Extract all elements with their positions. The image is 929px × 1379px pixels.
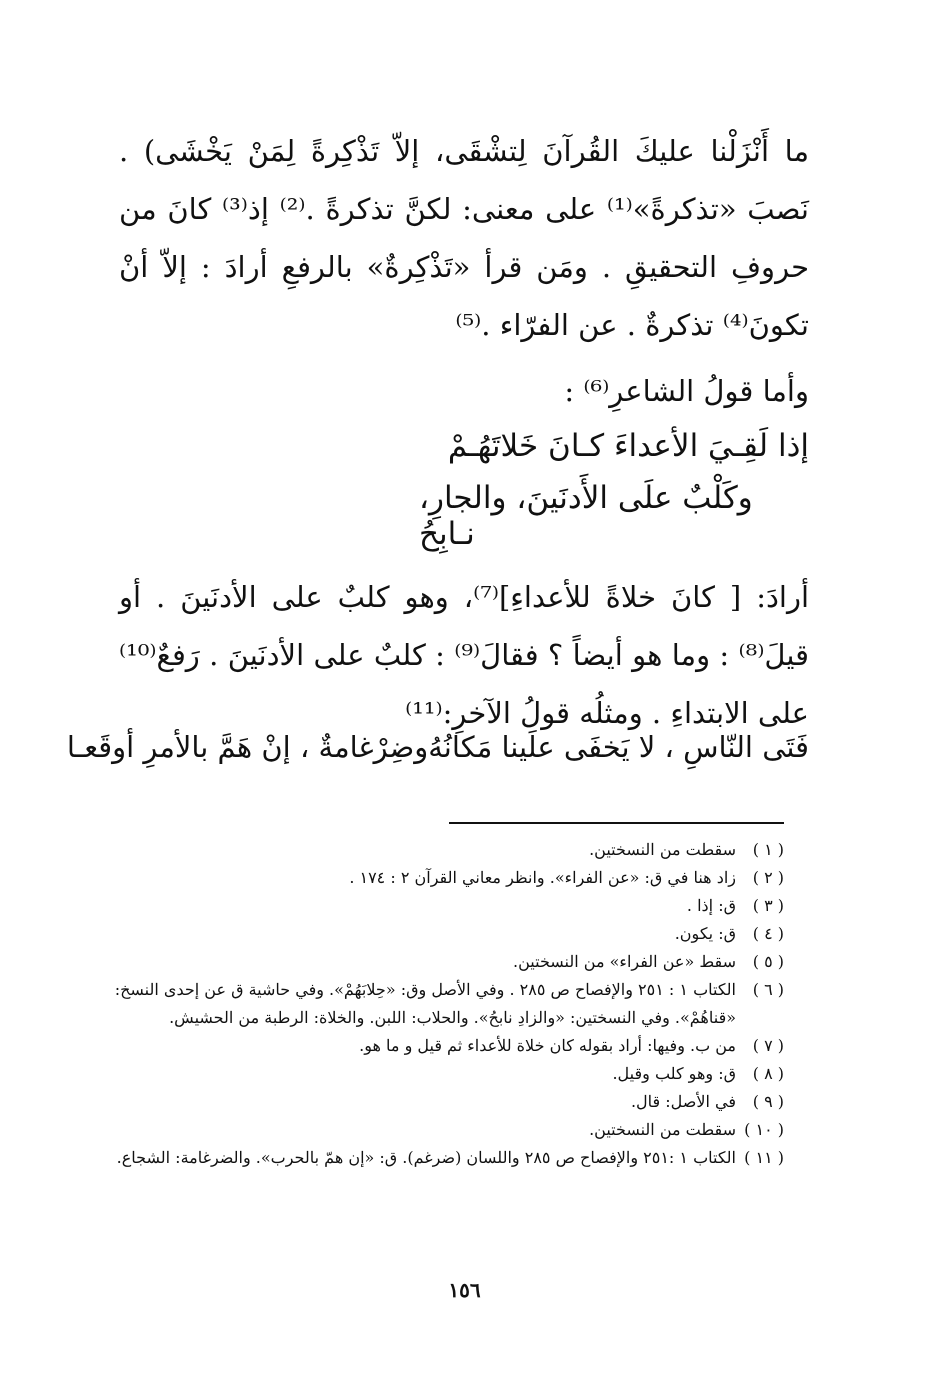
page-number: ١٥٦ bbox=[448, 1278, 481, 1302]
footnote-item bbox=[84, 1088, 784, 1116]
paragraph-1: ما أَنْزَلْنا عليكَ القُرآنَ لِتشْقَى، إلاّ تَذْكِرةً لِمَنْ يَخْشَى) . نَصبَ «تذكرةً»⁽¹⁾ على معنى: لكنَّ تذكرةً .⁽²⁾ إذ⁽³⁾ كانَ من حروفِ التحقيقِ . ومَن قرأ «تَذْكِرةٌ» بالرفعِ أرادَ : إلاّ أنْ تكونَ⁽⁴⁾ تذكرةٌ . عن الفرّاء .⁽⁵⁾ bbox=[119, 134, 809, 342]
footnote-text: ق: يكون. bbox=[674, 924, 736, 943]
poem-2 bbox=[66, 730, 809, 764]
footnote-item bbox=[84, 1116, 784, 1144]
footnote-number: ( ٨ ) bbox=[752, 1064, 784, 1083]
footnote-number: ( ٤ ) bbox=[752, 924, 784, 943]
footnote-text: سقط «عن الفراء» من النسختين. bbox=[513, 952, 736, 971]
footnote-number: ( ٩ ) bbox=[752, 1092, 784, 1111]
footnote-number: ( ١٠ ) bbox=[744, 1120, 784, 1139]
footnote-item bbox=[84, 1060, 784, 1088]
footnote-text: سقطت من النسختين. bbox=[589, 840, 736, 859]
footnote-number: ( ٣ ) bbox=[752, 896, 784, 915]
footnote-number: ( ١١ ) bbox=[744, 1148, 784, 1167]
poem-2-first-hemistich: فَتَى النّاسِ ، لا يَخفَى علَينا مَكانُهُ bbox=[428, 730, 809, 764]
footnote-text: زاد هنا في ق: «عن الفراء». وانظر معاني القرآن ٢ : ١٧٤ . bbox=[349, 868, 736, 887]
footnote-number: ( ٧ ) bbox=[752, 1036, 784, 1055]
footnote-item bbox=[84, 892, 784, 920]
footnote-text: في الأصل: قال. bbox=[630, 1092, 736, 1111]
footnote-item bbox=[84, 948, 784, 976]
footnote-text: ق: إذا . bbox=[686, 896, 736, 915]
footnote-number: ( ٥ ) bbox=[752, 952, 784, 971]
poem-1-first-hemistich: إذا لَقِـيَ الأعداءَ كـانَ خَلاتَهُـمْ bbox=[447, 428, 809, 464]
footnote-text: الكتاب ١ :٢٥١ والإفصاح ص ٢٨٥ واللسان (ضرغم). ق: «إن همّ بالحرب». والضرغامة: الشجاع. bbox=[116, 1148, 736, 1167]
footnote-item bbox=[84, 1144, 784, 1172]
paragraph-3: أرادَ: [ كانَ خلاةً للأعداءِ]⁽⁷⁾، وهو كلبٌ على الأدنَينَ . أو قيلَ⁽⁸⁾ : وما هو أيضاً ؟ فقالَ⁽⁹⁾ : كلبٌ على الأدنَينَ . رَفعٌ⁽¹⁰⁾ على الابتداءِ . ومثلُه قولُ الآخرِ:⁽¹¹⁾ bbox=[119, 580, 810, 730]
footnote-text: سقطت من النسختين. bbox=[589, 1120, 736, 1139]
footnote-text: ق: وهو كلب وقيل. bbox=[612, 1064, 736, 1083]
footnote-item bbox=[84, 1032, 784, 1060]
footnote-number: ( ٢ ) bbox=[752, 868, 784, 887]
footnote-text: الكتاب ١ : ٢٥١ والإفصاح ص ٢٨٥ . وفي الأصل وق: «حِلابَهُمْ». وفي حاشية ق عن إحدى النسخ: «قناهُمْ». وفي النسختين: «والزادِ نابحُ». والحلاب: اللبن. والخلاة: الرطبة من الحشيش. bbox=[114, 980, 736, 1027]
footnote-item bbox=[84, 976, 784, 1032]
footnote-text: من ب. وفيها: أراد بقوله كان خلاة للأعداء ثم قيل و ما هو. bbox=[359, 1036, 736, 1055]
poem-2-second-hemistich: وضِرْغامةٌ ، إنْ هَمَّ بالأمرِ أوقَعـا bbox=[66, 730, 429, 764]
footnotes bbox=[84, 836, 784, 1172]
footnote-divider bbox=[449, 822, 784, 824]
footnote-item bbox=[84, 920, 784, 948]
poem-1-second-hemistich: وكَلْبٌ علَى الأَدنَينَ، والجارِ، نـابِحُ bbox=[419, 480, 753, 552]
footnote-item bbox=[84, 864, 784, 892]
footnote-item bbox=[84, 836, 784, 864]
paragraph-2: وأما قولُ الشاعرِ⁽⁶⁾ : bbox=[564, 374, 809, 408]
footnote-number: ( ١ ) bbox=[752, 840, 784, 859]
footnote-number: ( ٦ ) bbox=[752, 980, 784, 999]
